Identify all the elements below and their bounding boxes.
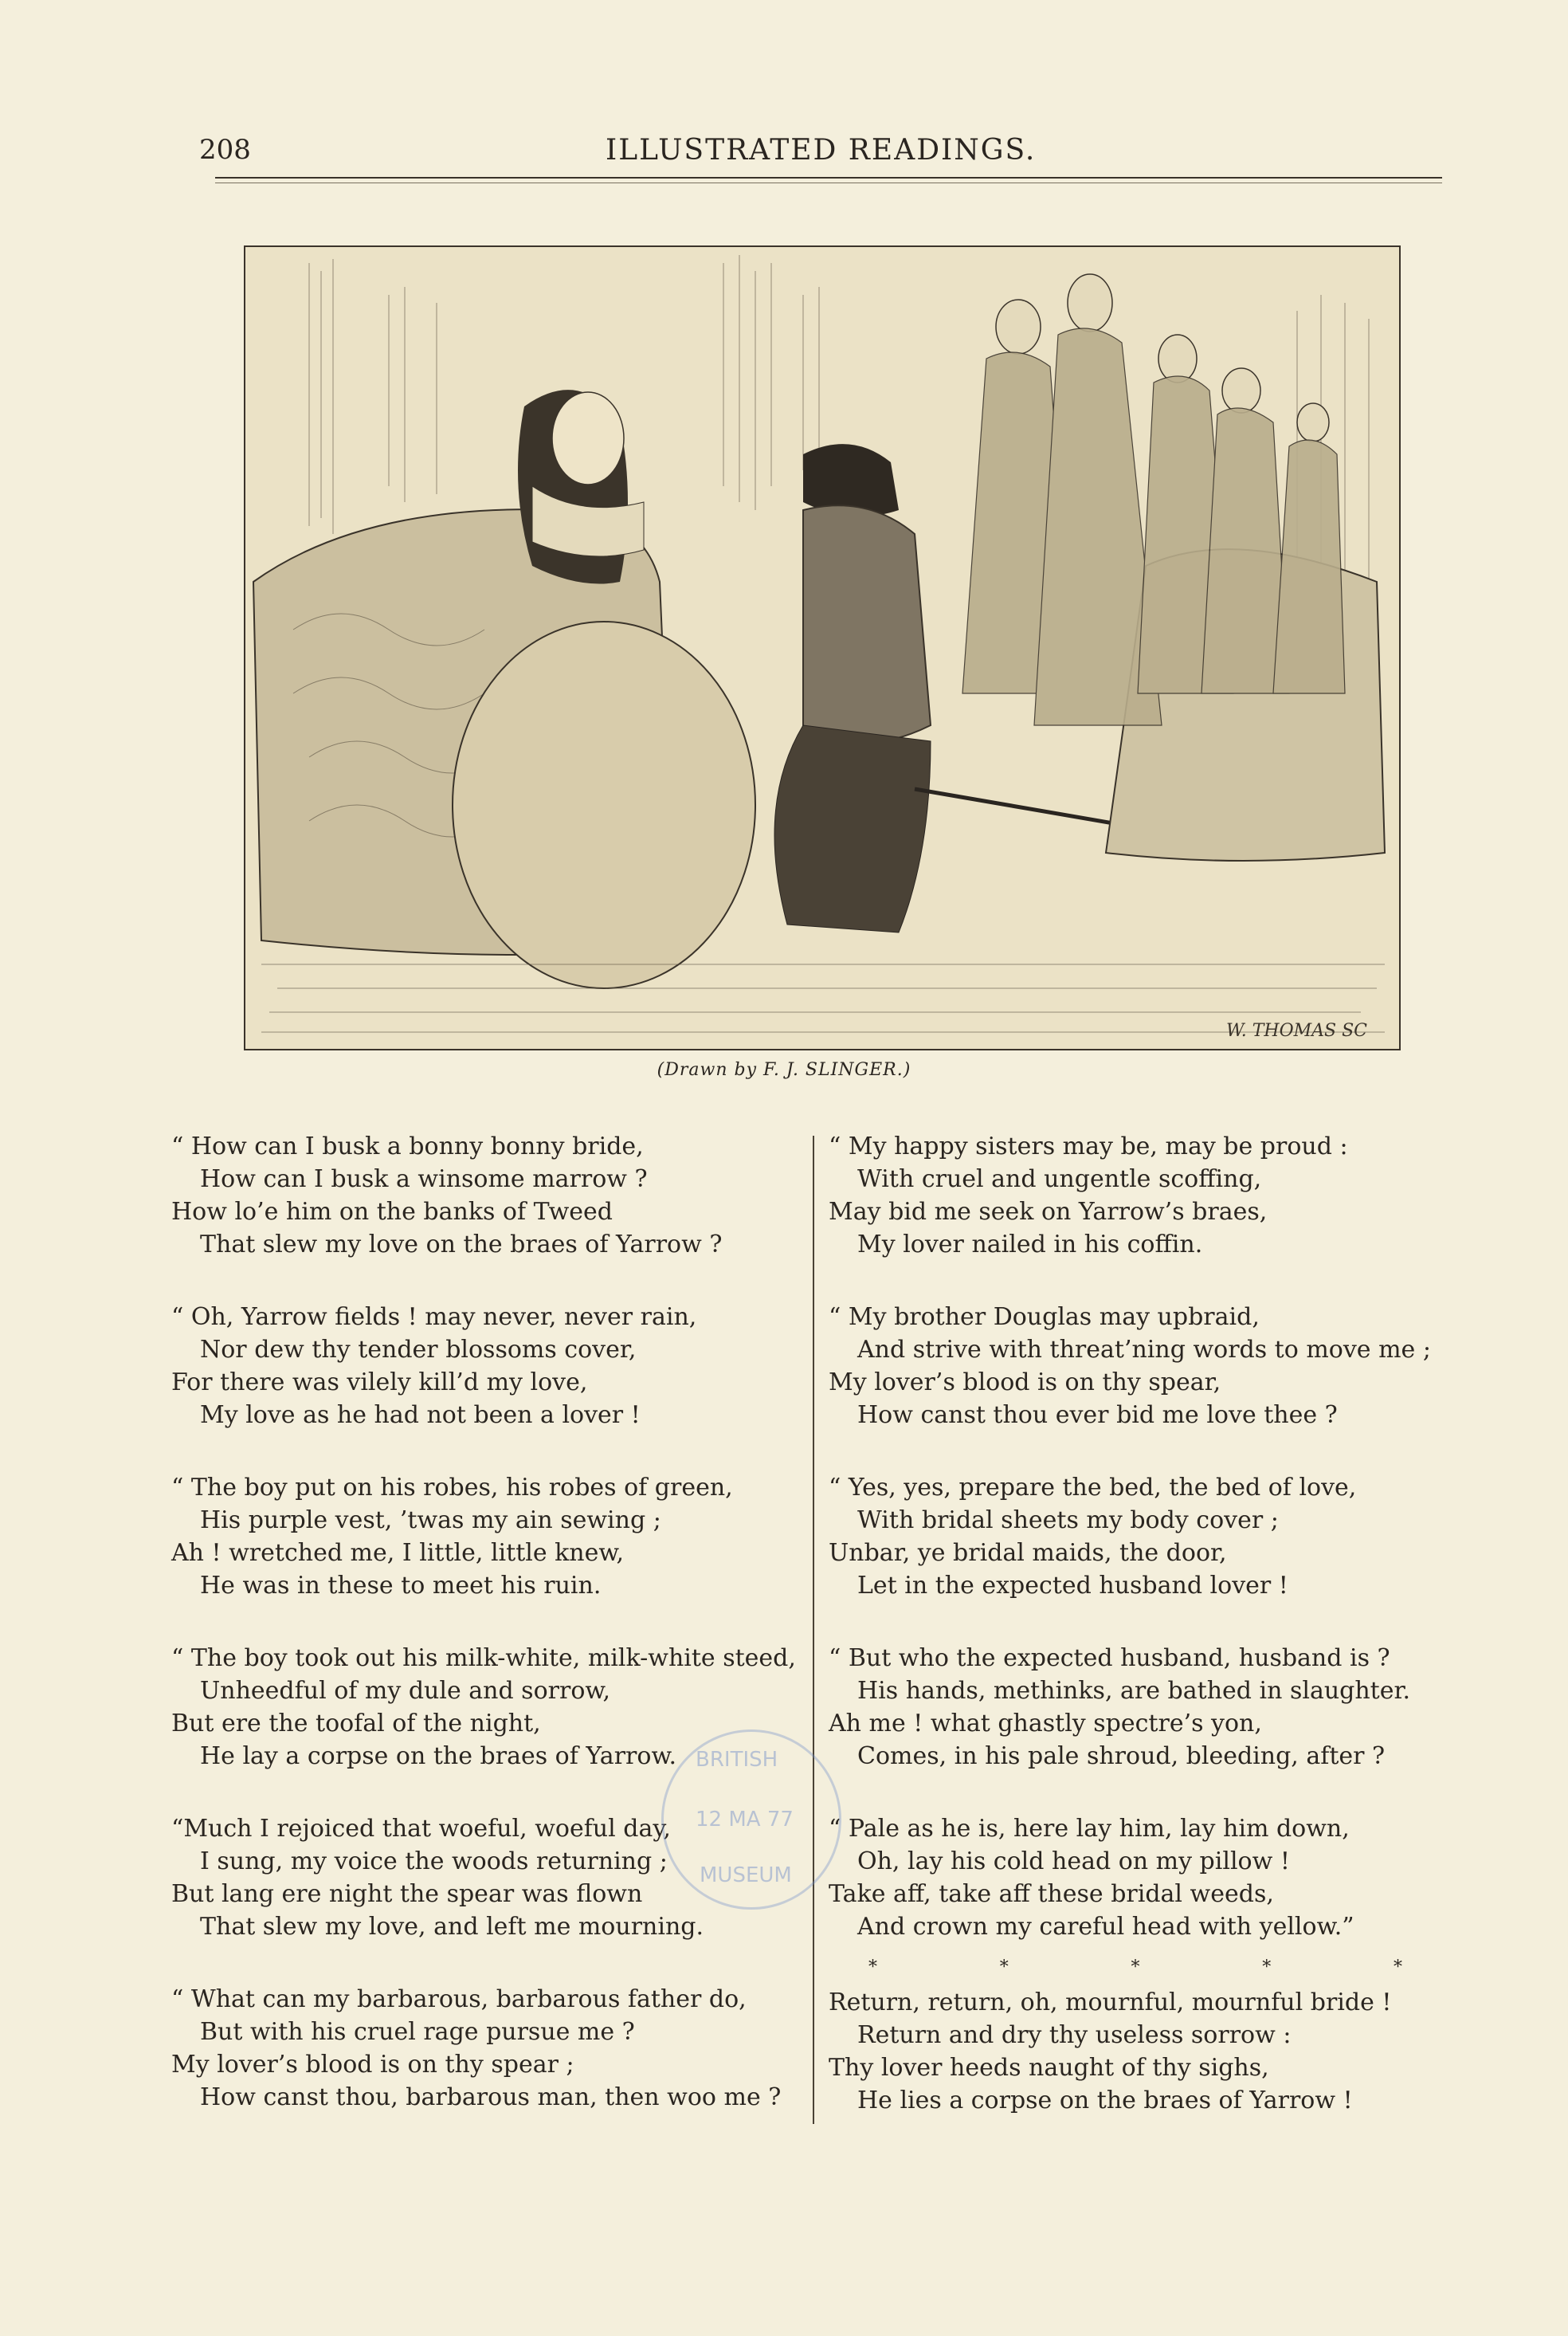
verse-line: Take aff, take aff these bridal weeds,: [829, 1880, 1274, 1908]
page-header: [199, 134, 1442, 174]
verse-line: My lover’s blood is on thy spear,: [829, 1368, 1221, 1396]
verse-line: Oh, lay his cold head on my pillow !: [857, 1847, 1290, 1875]
verse-line: “ How can I busk a bonny bonny bride,: [171, 1133, 644, 1160]
verse-line: “ Oh, Yarrow fields ! may never, never rain,: [171, 1303, 697, 1331]
verse-line: How canst thou, barbarous man, then woo me ?: [200, 2083, 782, 2111]
stanza: [829, 1986, 1466, 2117]
left-column: [171, 1130, 809, 2153]
verse-line: “ Yes, yes, prepare the bed, the bed of love,: [829, 1474, 1357, 1502]
right-column: [829, 1130, 1466, 2157]
verse-line: How can I busk a winsome marrow ?: [200, 1165, 648, 1193]
verse-line: Ah me ! what ghastly spectre’s yon,: [829, 1710, 1262, 1737]
star-mark: *: [1131, 1957, 1140, 1977]
star-mark: *: [868, 1957, 877, 1977]
verse-line: But ere the toofal of the night,: [171, 1710, 541, 1737]
stanza: [171, 1130, 809, 1261]
verse-line: May bid me seek on Yarrow’s braes,: [829, 1198, 1268, 1226]
verse-line: For there was vilely kill’d my love,: [171, 1368, 588, 1396]
verse-line: Unbar, ye bridal maids, the door,: [829, 1539, 1227, 1567]
verse-line: Nor dew thy tender blossoms cover,: [200, 1336, 637, 1364]
stanza: [171, 1983, 809, 2114]
verse-line: Unheedful of my dule and sorrow,: [200, 1677, 611, 1705]
stamp-text: MUSEUM: [700, 1863, 792, 1887]
library-stamp: [661, 1729, 841, 1910]
verse-line: With cruel and ungentle scoffing,: [857, 1165, 1262, 1193]
star-mark: *: [1262, 1957, 1272, 1977]
stamp-text: 12 MA 77: [696, 1808, 794, 1832]
stanza: [829, 1812, 1466, 1943]
verse-line: “Much I rejoiced that woeful, woeful day,: [171, 1815, 671, 1843]
verse-line: My lover’s blood is on thy spear ;: [171, 2051, 574, 2079]
verse-line: That slew my love, and left me mourning.: [200, 1913, 704, 1941]
running-title: ILLUSTRATED READINGS.: [606, 134, 1037, 167]
verse-line: And strive with threat’ning words to move me ;: [857, 1336, 1431, 1364]
stanza: [829, 1130, 1466, 1261]
verse-line: My love as he had not been a lover !: [200, 1401, 641, 1429]
verse-line: Comes, in his pale shroud, bleeding, after ?: [857, 1742, 1386, 1770]
verse-line: My lover nailed in his coffin.: [857, 1231, 1203, 1258]
stanza: [829, 1301, 1466, 1431]
verse-line: He lay a corpse on the braes of Yarrow.: [200, 1742, 677, 1770]
stanza: [829, 1642, 1466, 1773]
illustration-caption: (Drawn by F. J. SLINGER.): [657, 1060, 911, 1080]
header-rule: [215, 177, 1442, 179]
verse-line: Return and dry thy useless sorrow :: [857, 2021, 1292, 2049]
verse-line: “ Pale as he is, here lay him, lay him down,: [829, 1815, 1350, 1843]
verse-line: “ My brother Douglas may upbraid,: [829, 1303, 1260, 1331]
verse-line: Thy lover heeds naught of thy sighs,: [829, 2054, 1269, 2082]
verse-line: “ The boy put on his robes, his robes of green,: [171, 1474, 733, 1502]
verse-line: Ah ! wretched me, I little, little knew,: [171, 1539, 625, 1567]
stanza: [171, 1471, 809, 1602]
column-divider: [813, 1136, 814, 2124]
stanza: [171, 1301, 809, 1431]
verse-line: How canst thou ever bid me love thee ?: [857, 1401, 1338, 1429]
verse-line: He lies a corpse on the braes of Yarrow !: [857, 2087, 1353, 2114]
engraver-signature: W. THOMAS SC: [1225, 1021, 1367, 1041]
verse-line: How lo’e him on the banks of Tweed: [171, 1198, 613, 1226]
page-number: 208: [199, 134, 251, 166]
verse-line: “ My happy sisters may be, may be proud :: [829, 1133, 1348, 1160]
verse-line: I sung, my voice the woods returning ;: [200, 1847, 668, 1875]
verse-line: That slew my love on the braes of Yarrow ?: [200, 1231, 723, 1258]
verse-line: His hands, methinks, are bathed in slaughter.: [857, 1677, 1411, 1705]
verse-line: Return, return, oh, mournful, mournful bride !: [829, 1989, 1392, 2016]
engraving-scene: [245, 247, 1399, 1049]
verse-line: Let in the expected husband lover !: [857, 1572, 1288, 1600]
verse-line: But lang ere night the spear was flown: [171, 1880, 643, 1908]
engraving-illustration: [244, 245, 1401, 1050]
verse-line: He was in these to meet his ruin.: [200, 1572, 602, 1600]
verse-line: “ What can my barbarous, barbarous father do,: [171, 1985, 747, 2013]
verse-line: “ But who the expected husband, husband is ?: [829, 1644, 1390, 1672]
star-mark: *: [1394, 1957, 1402, 1977]
verse-line: “ The boy took out his milk-white, milk-white steed,: [171, 1644, 796, 1672]
stamp-text: BRITISH: [696, 1748, 778, 1772]
verse-line: With bridal sheets my body cover ;: [857, 1506, 1279, 1534]
verse-line: His purple vest, ’twas my ain sewing ;: [200, 1506, 661, 1534]
section-break-stars: [829, 1956, 1402, 1980]
verse-line: But with his cruel rage pursue me ?: [200, 2018, 635, 2046]
verse-line: And crown my careful head with yellow.”: [857, 1913, 1354, 1941]
stanza: [829, 1471, 1466, 1602]
star-mark: *: [999, 1957, 1009, 1977]
